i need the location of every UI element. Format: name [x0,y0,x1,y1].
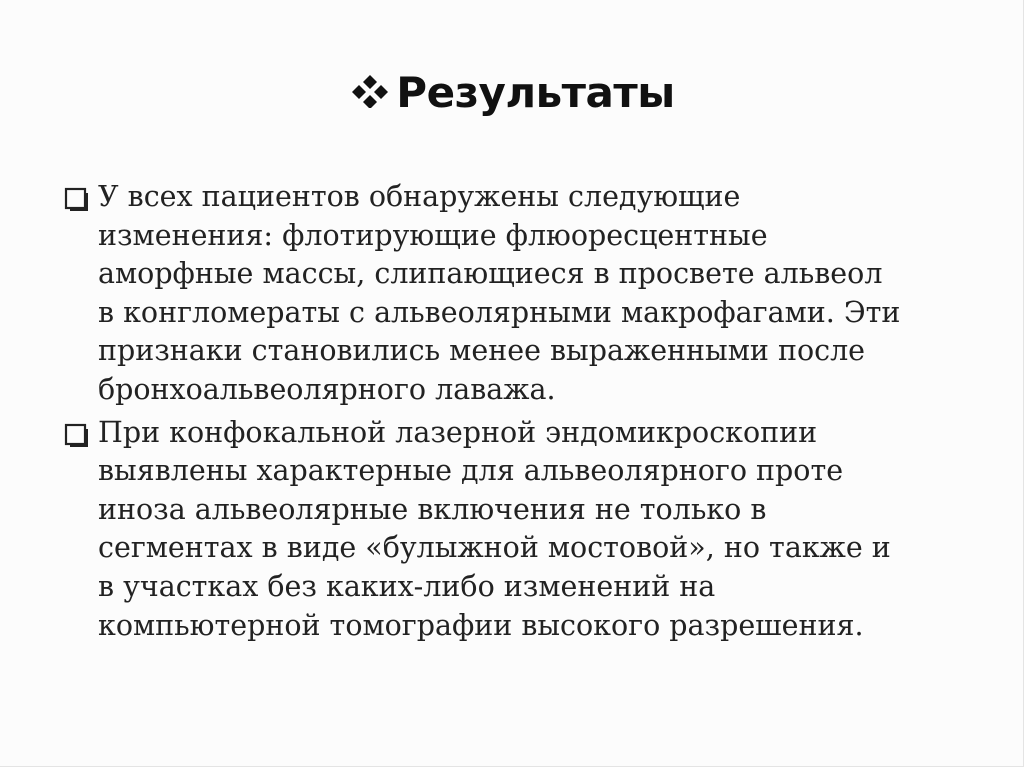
slide-title [0,68,1023,117]
slide-title-text: Результаты [396,68,675,117]
bullet-text: У всех пациентов обнаружены следующие изменения: флотирующие флюоресцентные аморфные массы, слипающиеся в просвете альвеол в конгломераты с альвеолярными макрофагами. Эти признаки становились менее выраженными после бронхоальвеолярного лаважа. [98,180,901,406]
bullet-text: При конфокальной лазерной эндомикроскопии выявлены характерные для альвеолярного проте иноза альвеолярные включения не только в сегментах в виде «булыжной мостовой», но также и в участках без каких-либо изменений на компьютерной томографии высокого разрешения. [98,415,891,642]
diamond-cluster-icon [348,74,392,108]
list-item [62,414,982,646]
list-item [62,178,982,410]
bullet-list [62,178,982,649]
checkbox-icon [62,422,92,450]
checkbox-icon [62,186,92,214]
